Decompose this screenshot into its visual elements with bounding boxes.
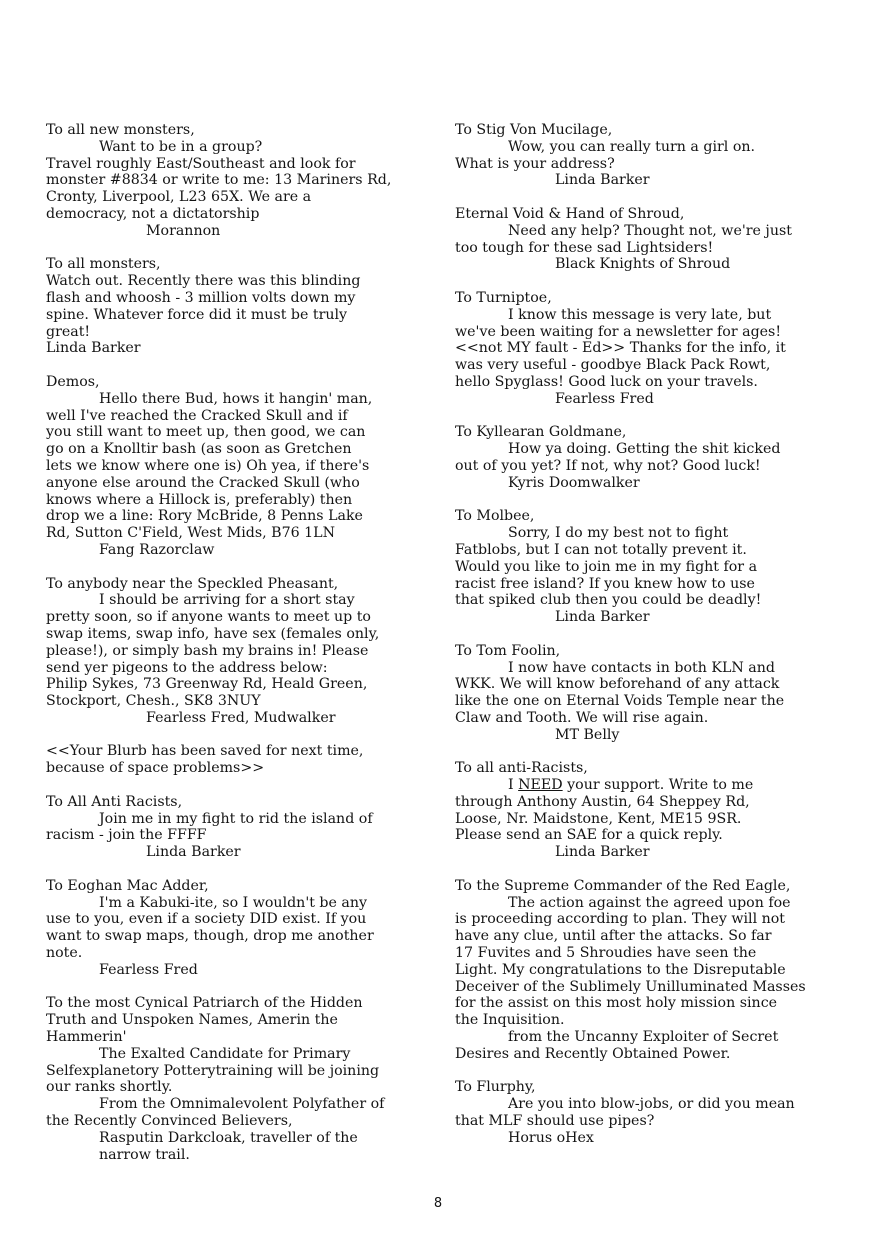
message-line: Fearless Fred, Mudwalker — [146, 709, 336, 726]
message-line: for the assist on this most holy mission since — [455, 995, 778, 1012]
message-line: Are you into blow-jobs, or did you mean — [508, 1096, 795, 1113]
text-prefix: I — [508, 777, 519, 794]
message-line: our ranks shortly. — [46, 1079, 173, 1096]
message-line: hello Spyglass! Good luck on your travels. — [455, 373, 758, 390]
message-line: Kyris Doomwalker — [508, 474, 640, 491]
message-line: use to you, even if a society DID exist. If you — [46, 911, 367, 928]
message-line: well I've reached the Cracked Skull and if — [46, 407, 348, 424]
message-line: Stockport, Chesh., SK8 3NUY — [46, 693, 261, 710]
message-line: want to swap maps, though, drop me another — [46, 928, 374, 945]
message-salutation: To all anti-Racists, — [455, 760, 588, 777]
message-line: Philip Sykes, 73 Greenway Rd, Heald Green, — [46, 676, 368, 693]
underlined-word: NEED — [518, 777, 563, 794]
message-line: Fang Razorclaw — [99, 541, 215, 558]
message-line: Hammerin' — [46, 1029, 127, 1046]
message-line: the Recently Convinced Believers, — [46, 1113, 293, 1130]
message-line: The Exalted Candidate for Primary — [99, 1045, 351, 1062]
message-block — [46, 794, 441, 861]
message-block — [46, 374, 441, 559]
message-line: Watch out. Recently there was this blinding — [46, 273, 361, 290]
message-line: lets we know where one is) Oh yea, if there's — [46, 457, 370, 474]
message-block — [455, 1079, 835, 1146]
message-line: Black Knights of Shroud — [555, 256, 731, 273]
message-line: Fearless Fred — [99, 961, 198, 978]
message-salutation: Eternal Void & Hand of Shroud, — [455, 205, 685, 222]
message-line: because of space problems>> — [46, 760, 265, 777]
message-block — [46, 743, 441, 777]
message-salutation: <<Your Blurb has been saved for next time, — [46, 743, 364, 760]
message-block — [46, 122, 441, 240]
message-line: The action against the agreed upon foe — [508, 894, 791, 911]
message-line: the Inquisition. — [455, 1012, 565, 1029]
message-salutation: Demos, — [46, 373, 100, 390]
message-line: Would you like to join me in my fight for a — [455, 558, 758, 575]
message-line: Linda Barker — [555, 172, 650, 189]
message-line: we've been waiting for a newsletter for ages! — [455, 323, 782, 340]
message-line: please!), or simply bash my brains in! Please — [46, 642, 369, 659]
message-line: racism - join the FFFF — [46, 827, 207, 844]
message-salutation: To all new monsters, — [46, 122, 195, 138]
message-line: From the Omnimalevolent Polyfather of — [99, 1096, 385, 1113]
message-line: Wow, you can really turn a girl on. — [508, 138, 756, 155]
message-line: Linda Barker — [555, 609, 650, 626]
message-line: 17 Fuvites and 5 Shroudies have seen the — [455, 945, 757, 962]
message-line: go on a Knolltir bash (as soon as Gretchen — [46, 441, 352, 458]
message-line: narrow trail. — [99, 1146, 190, 1163]
message-salutation: To all monsters, — [46, 256, 161, 273]
message-salutation: To Stig Von Mucilage, — [455, 122, 613, 138]
message-line: you still want to meet up, then good, we can — [46, 424, 366, 441]
message-line: Claw and Tooth. We will rise again. — [455, 709, 709, 726]
message-line: through Anthony Austin, 64 Sheppey Rd, — [455, 793, 750, 810]
message-line: that spiked club then you could be deadly! — [455, 592, 762, 609]
message-salutation: To Eoghan Mac Adder, — [46, 877, 209, 894]
message-block — [455, 643, 835, 744]
message-salutation: To Flurphy, — [455, 1079, 536, 1096]
message-line: from the Uncanny Exploiter of Secret — [508, 1029, 779, 1046]
message-block — [455, 760, 835, 861]
message-line: Deceiver of the Sublimely Unilluminated Masses — [455, 978, 806, 995]
message-line: great! — [46, 323, 91, 340]
message-line: I now have contacts in both KLN and — [508, 659, 775, 676]
message-line: Join me in my fight to rid the island of — [99, 810, 373, 827]
message-line: I know this message is very late, but — [508, 306, 772, 323]
message-line: Rasputin Darkcloak, traveller of the — [99, 1129, 358, 1146]
message-line: like the one on Eternal Voids Temple near the — [455, 693, 785, 710]
message-line: note. — [46, 945, 83, 962]
message-line: spine. Whatever force did it must be truly — [46, 306, 348, 323]
message-line: Need any help? Thought not, we're just — [508, 222, 792, 239]
message-line: Linda Barker — [555, 844, 650, 861]
message-block — [455, 508, 835, 626]
message-line: Want to be in a group? — [99, 138, 263, 155]
text-rest: your support. Write to me — [562, 777, 754, 794]
message-line: I'm a Kabuki-ite, so I wouldn't be any — [99, 894, 368, 911]
message-line: drop we a line: Rory McBride, 8 Penns Lake — [46, 508, 363, 525]
message-line: Cronty, Liverpool, L23 65X. We are a — [46, 189, 312, 206]
message-line: Horus oHex — [508, 1129, 594, 1146]
message-line: Please send an SAE for a quick reply. — [455, 827, 723, 844]
message-line: Travel roughly East/Southeast and look for — [46, 155, 356, 172]
message-line: send yer pigeons to the address below: — [46, 659, 328, 676]
message-block — [46, 878, 441, 979]
message-line: Linda Barker — [46, 340, 141, 357]
message-line: Hello there Bud, hows it hangin' man, — [99, 390, 373, 407]
left-column — [46, 122, 441, 1180]
message-salutation: To Kyllearan Goldmane, — [455, 424, 627, 441]
page-number: 8 — [433, 1196, 443, 1211]
message-line: What is your address? — [455, 155, 615, 172]
message-line: anyone else around the Cracked Skull (who — [46, 474, 360, 491]
message-block — [455, 424, 835, 491]
message-block — [46, 576, 441, 727]
message-block — [455, 122, 835, 189]
message-block — [455, 878, 835, 1063]
message-line: Loose, Nr. Maidstone, Kent, ME15 9SR. — [455, 810, 742, 827]
message-line: Sorry, I do my best not to fight — [508, 525, 729, 542]
message-line: swap items, swap info, have sex (females only, — [46, 625, 380, 642]
message-line: Rd, Sutton C'Field, West Mids, B76 1LN — [46, 525, 336, 542]
message-line: WKK. We will know beforehand of any attack — [455, 676, 780, 693]
message-block — [455, 290, 835, 408]
message-line: Fearless Fred — [555, 390, 654, 407]
message-line: MT Belly — [555, 726, 620, 743]
message-salutation: To anybody near the Speckled Pheasant, — [46, 575, 339, 592]
message-line: out of you yet? If not, why not? Good luck! — [455, 457, 761, 474]
message-line: Desires and Recently Obtained Power. — [455, 1045, 731, 1062]
message-line: Truth and Unspoken Names, Amerin the — [46, 1012, 338, 1029]
message-line: pretty soon, so if anyone wants to meet up to — [46, 609, 371, 626]
message-salutation: To All Anti Racists, — [46, 793, 183, 810]
message-line: flash and whoosh - 3 million volts down my — [46, 289, 356, 306]
message-line — [455, 777, 835, 794]
right-column — [455, 122, 835, 1163]
message-line: is proceeding according to plan. They will not — [455, 911, 785, 928]
message-line: was very useful - goodbye Black Pack Rowt, — [455, 357, 771, 374]
message-line: have any clue, until after the attacks. So far — [455, 928, 772, 945]
message-block — [46, 256, 441, 357]
message-line: Selfexplanetory Potterytraining will be joining — [46, 1062, 380, 1079]
message-line: How ya doing. Getting the shit kicked — [508, 441, 781, 458]
message-line: monster #8834 or write to me: 13 Mariners Rd, — [46, 172, 392, 189]
message-line: <<not MY fault - Ed>> Thanks for the info, it — [455, 340, 786, 357]
message-line: I should be arriving for a short stay — [99, 592, 355, 609]
message-salutation: To Tom Foolin, — [455, 642, 561, 659]
message-salutation: To Molbee, — [455, 508, 535, 525]
message-line: democracy, not a dictatorship — [46, 205, 260, 222]
message-salutation: To the Supreme Commander of the Red Eagle, — [455, 877, 791, 894]
message-block — [455, 206, 835, 273]
message-line: Light. My congratulations to the Disreputable — [455, 961, 786, 978]
message-line: racist free island? If you knew how to use — [455, 575, 755, 592]
message-block — [46, 995, 441, 1163]
message-line: Linda Barker — [146, 844, 241, 861]
message-salutation: To the most Cynical Patriarch of the Hidden — [46, 995, 363, 1012]
message-line: that MLF should use pipes? — [455, 1113, 655, 1130]
message-line: Morannon — [146, 222, 221, 239]
message-line: knows where a Hillock is, preferably) then — [46, 491, 353, 508]
message-line: Fatblobs, but I can not totally prevent it. — [455, 541, 747, 558]
message-line: too tough for these sad Lightsiders! — [455, 239, 714, 256]
message-salutation: To Turniptoe, — [455, 289, 552, 306]
